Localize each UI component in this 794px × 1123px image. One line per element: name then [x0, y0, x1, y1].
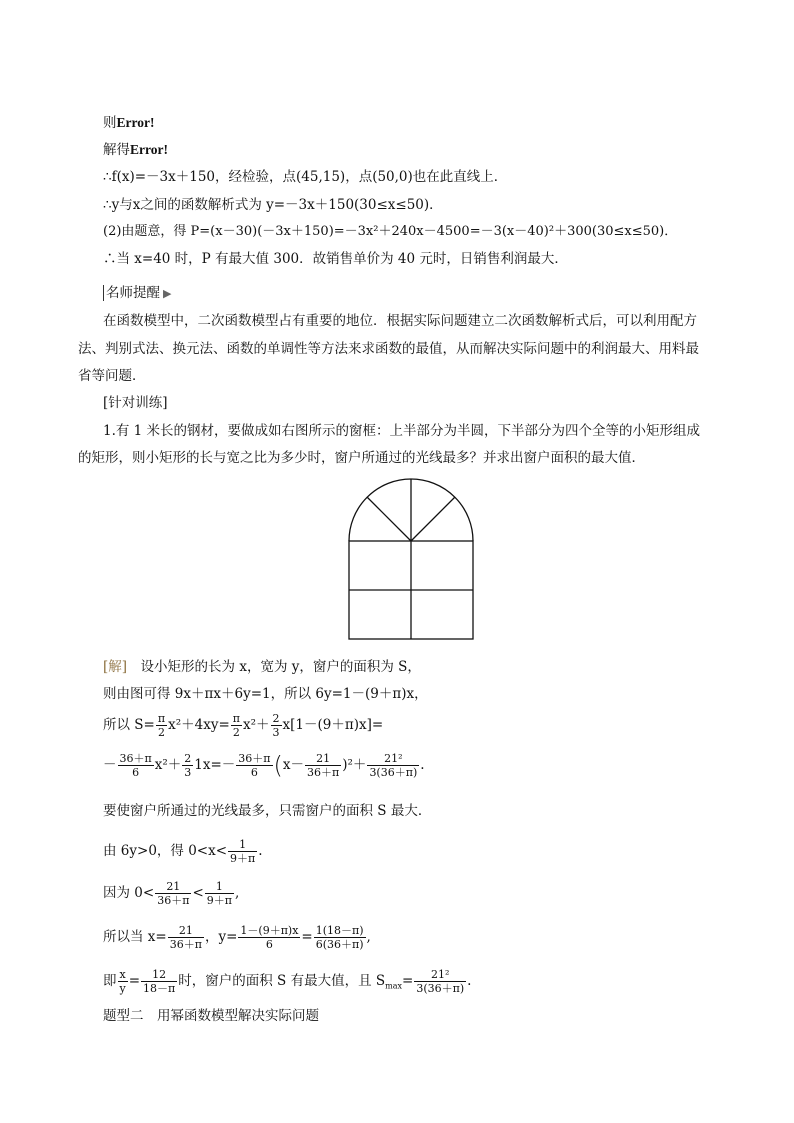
solution-line-6: 由 6y>0，得 0<x< $\frac{1}{9+\pi}$ . — [103, 838, 263, 865]
tip-label: 名师提醒 — [103, 285, 160, 301]
line-5: (2)由题意，得 P=(x－30)(－3x＋150)=－3x²＋240x－4500=－3(x－40)²＋300(30≤x≤50)． — [103, 224, 678, 239]
solution-tag: [解] — [103, 659, 128, 675]
line-3: ∴f(x)=－3x＋150，经检验，点(45,15)，点(50,0)也在此直线上． — [103, 169, 508, 185]
solution-line-1: [解] 设小矩形的长为 x，宽为 y，窗户的面积为 S， — [103, 659, 421, 675]
solution-line-9: 即 $\frac{x}{y}$ = $\frac{12}{18-\pi}$ 时，窗户的面积 S 有最大值，且 $S_{max}=$ $\frac{\text{21²}}{3(36+\pi)}$ . — [103, 968, 472, 995]
solution-line-4: － $\frac{36+\pi}{6}$ x²＋ $\frac{2}{3}$ 1x=－ $\frac{36+\pi}{6}$ (x－ $\frac{21}{36+\pi}$ )²＋ $\frac{\text{21²}}{3(36+\pi)}$ . — [103, 751, 425, 780]
question-2: 的矩形，则小矩形的长与宽之比为多少时，窗户所通过的光线最多？并求出窗户面积的最大值． — [78, 450, 645, 466]
solution-line-8: 所以当 x= $\frac{21}{36+\pi}$ ，y= $\frac{1-(9+\pi)x}{6}$ = $\frac{1(18-\pi)}{6(36+\pi)}$ , — [103, 924, 371, 951]
solution-line-2: 则由图可得 9x＋πx＋6y=1，所以 6y=1－(9＋π)x， — [103, 686, 428, 702]
tip-heading — [103, 284, 171, 303]
solution-line-3: 所以 S= $\frac{\pi}{2}$ x²＋4xy= $\frac{\pi}{2}$ x²＋ $\frac{2}{3}$ x[1－(9＋π)x]= — [103, 712, 384, 739]
line-1: 则Error! — [103, 115, 155, 131]
para-1: 在函数模型中，二次函数模型占有重要的地位．根据实际问题建立二次函数解析式后，可以利用配方 — [103, 313, 697, 329]
window-figure — [340, 476, 486, 644]
solution-line-7: 因为 0< $\frac{21}{36+\pi}$ < $\frac{1}{9+\pi}$ , — [103, 880, 240, 907]
play-icon: ▶ — [163, 287, 172, 300]
line-6: ∴当 x=40 时，P 有最大值 300．故销售单价为 40 元时，日销售利润最大． — [103, 251, 568, 267]
para-2: 法、判别式法、换元法、函数的单调性等方法来求函数的最值，从而解决实际问题中的利润最大、用料最 — [78, 341, 699, 357]
section-heading: 题型二 用幂函数模型解决实际问题 — [103, 1008, 319, 1024]
para-3: 省等问题． — [78, 368, 146, 384]
line-4: ∴y与x之间的函数解析式为 y=－3x＋150(30≤x≤50)． — [103, 197, 443, 213]
training-label: [针对训练] — [103, 395, 168, 411]
line-2: 解得Error! — [103, 142, 168, 158]
question-1: 1.有 1 米长的钢材，要做成如右图所示的窗框：上半部分为半圆，下半部分为四个全等的小矩形组成 — [103, 423, 701, 439]
solution-line-5: 要使窗户所通过的光线最多，只需窗户的面积 S 最大． — [103, 803, 432, 819]
